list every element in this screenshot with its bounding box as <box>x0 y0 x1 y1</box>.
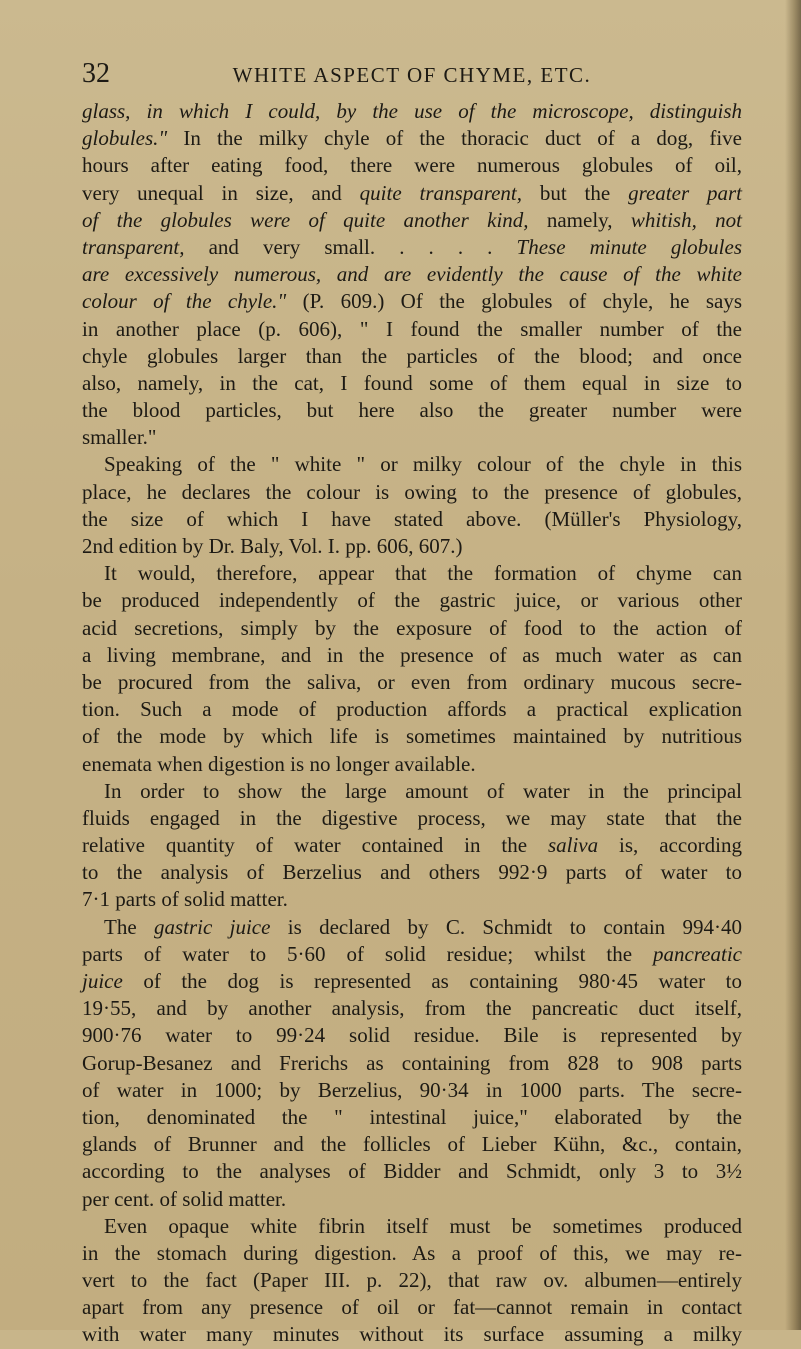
text-line: relative quantity of water contained in the saliva is, according <box>82 833 742 858</box>
text-line: fluids engaged in the digestive process, we may state that the <box>82 805 742 830</box>
text-line: smaller." <box>82 425 157 450</box>
text-line: per cent. of solid matter. <box>82 1186 287 1211</box>
text-line: to the analysis of Berzelius and others 992·9 parts of water to <box>82 860 742 885</box>
text-line: The gastric juice is declared by C. Schmidt to contain 994·40 <box>104 914 742 939</box>
text-line: of the mode by which life is sometimes maintained by nutritious <box>82 724 742 749</box>
text-line: globules." In the milky chyle of the thoracic duct of a dog, five <box>82 126 742 151</box>
text-line: be produced independently of the gastric juice, or various other <box>82 588 742 613</box>
text-line: chyle globules larger than the particles of the blood; and once <box>82 343 742 368</box>
running-head: WHITE ASPECT OF CHYME, ETC. <box>232 63 592 87</box>
text-line: juice of the dog is represented as containing 980·45 water to <box>82 969 742 993</box>
text-line: glass, in which I could, by the use of the microscope, distinguish <box>82 99 742 123</box>
text-line: of the globules were of quite another kind, namely, whitish, not <box>82 207 742 232</box>
page-edge-shadow <box>785 0 801 1330</box>
text-line: the size of which I have stated above. (Müller's Physiology, <box>82 506 742 531</box>
text-line: Speaking of the " white " or milky colour of the chyle in this <box>104 452 742 477</box>
text-line: transparent, and very small. . . . . These minute globules <box>82 234 742 259</box>
text-line: Gorup-Besanez and Frerichs as containing from 828 to 908 parts <box>82 1050 742 1075</box>
text-line: the blood particles, but here also the greater number were <box>82 398 742 423</box>
text-line: enemata when digestion is no longer available. <box>82 751 476 776</box>
text-line: It would, therefore, appear that the formation of chyme can <box>104 561 742 586</box>
text-line: 900·76 water to 99·24 solid residue. Bile is represented by <box>82 1023 742 1048</box>
text-line: vert to the fact (Paper III. p. 22), that raw ov. albumen—entirely <box>82 1268 742 1293</box>
text-line: are excessively numerous, and are evidently the cause of the white <box>82 262 742 287</box>
text-line: be procured from the saliva, or even from ordinary mucous secre- <box>82 669 742 694</box>
text-line: tion. Such a mode of production affords a practical explication <box>82 697 742 722</box>
text-line: also, namely, in the cat, I found some of them equal in size to <box>82 370 742 395</box>
text-line: colour of the chyle." (P. 609.) Of the globules of chyle, he says <box>82 289 742 314</box>
text-line: acid secretions, simply by the exposure of food to the action of <box>82 615 742 640</box>
text-line: with water many minutes without its surface assuming a milky <box>82 1322 742 1347</box>
text-line: 2nd edition by Dr. Baly, Vol. I. pp. 606, 607.) <box>82 534 463 558</box>
text-line: Even opaque white fibrin itself must be sometimes produced <box>104 1213 742 1238</box>
text-line: of water in 1000; by Berzelius, 90·34 in 1000 parts. The secre- <box>82 1077 742 1102</box>
text-line: tion, denominated the " intestinal juice," elaborated by the <box>82 1104 742 1129</box>
text-line: glands of Brunner and the follicles of Lieber Kühn, &c., contain, <box>82 1132 742 1157</box>
text-line: in another place (p. 606), " I found the smaller number of the <box>82 316 742 341</box>
text-line: apart from any presence of oil or fat—cannot remain in contact <box>82 1295 742 1320</box>
body-text <box>82 98 742 1349</box>
text-line: parts of water to 5·60 of solid residue; whilst the pancreatic <box>82 941 742 966</box>
text-line: 19·55, and by another analysis, from the pancreatic duct itself, <box>82 996 742 1021</box>
text-line: very unequal in size, and quite transparent, but the greater part <box>82 180 742 205</box>
page-header <box>82 58 742 90</box>
page-number: 32 <box>82 58 110 89</box>
text-line: 7·1 parts of solid matter. <box>82 887 288 912</box>
text-line: according to the analyses of Bidder and Schmidt, only 3 to 3½ <box>82 1159 742 1184</box>
text-line: place, he declares the colour is owing to the presence of globules, <box>82 479 742 504</box>
text-line: hours after eating food, there were numerous globules of oil, <box>82 153 742 178</box>
text-line: a living membrane, and in the presence of as much water as can <box>82 642 742 667</box>
text-line: In order to show the large amount of water in the principal <box>104 778 742 803</box>
text-line: in the stomach during digestion. As a proof of this, we may re- <box>82 1240 742 1265</box>
